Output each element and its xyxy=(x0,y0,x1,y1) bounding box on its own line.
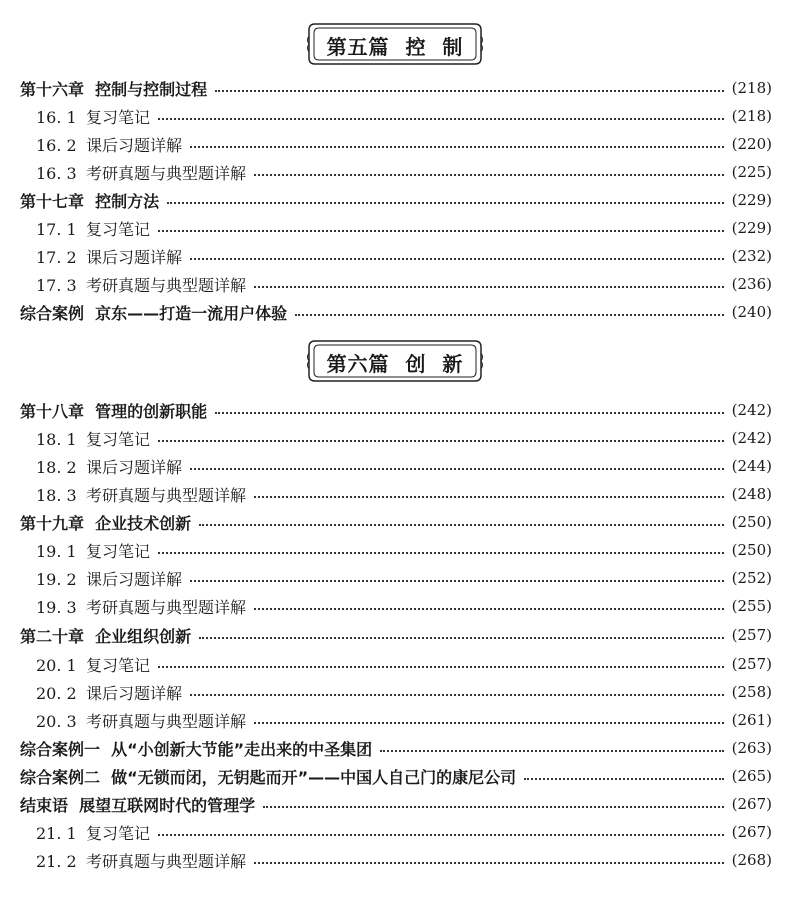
toc-chapter-row[interactable] xyxy=(20,298,772,326)
toc-section-row[interactable] xyxy=(20,564,772,592)
toc-section-row[interactable] xyxy=(20,158,772,186)
section-title: 考研真题与典型题详解 xyxy=(86,597,247,617)
page-number: (250) xyxy=(731,541,772,559)
section-number: 21. 2 xyxy=(36,851,77,871)
section-number: 19. 1 xyxy=(36,541,77,561)
dot-leader xyxy=(199,635,724,639)
page-number: (257) xyxy=(731,655,772,673)
dot-leader xyxy=(158,228,724,232)
section-number: 16. 3 xyxy=(36,163,77,183)
dot-leader xyxy=(254,860,724,864)
section-number: 20. 2 xyxy=(36,683,77,703)
section-title: 复习笔记 xyxy=(86,541,151,561)
dot-leader xyxy=(263,804,724,808)
section-number: 17. 1 xyxy=(36,219,77,239)
section-number: 18. 1 xyxy=(36,429,77,449)
section-title: 考研真题与典型题详解 xyxy=(86,851,247,871)
section-title: 复习笔记 xyxy=(86,655,151,675)
chapter-title: 综合案例一 从“小创新大节能”走出来的中圣集团 xyxy=(20,739,373,759)
toc-section-row[interactable] xyxy=(20,678,772,706)
dot-leader xyxy=(254,720,724,724)
chapter-title: 综合案例二 做“无锁而闭，无钥匙而开”——中国人自己门的康尼公司 xyxy=(20,767,517,787)
dot-leader xyxy=(190,256,724,260)
toc-section-row[interactable] xyxy=(20,270,772,298)
page-number: (225) xyxy=(731,163,772,181)
section-title: 考研真题与典型题详解 xyxy=(86,275,247,295)
toc-chapter-row[interactable] xyxy=(20,396,772,424)
dot-leader xyxy=(190,578,724,582)
chapter-title: 综合案例 京东——打造一流用户体验 xyxy=(20,303,288,323)
dot-leader xyxy=(524,776,723,780)
page-number: (268) xyxy=(731,851,772,869)
part-banner xyxy=(305,20,485,68)
chapter-title: 第十六章 控制与控制过程 xyxy=(20,79,208,99)
dot-leader xyxy=(158,116,724,120)
section-title: 复习笔记 xyxy=(86,219,151,239)
dot-leader xyxy=(199,522,724,526)
dot-leader xyxy=(254,172,724,176)
page-number: (242) xyxy=(731,401,772,419)
chapter-title: 结束语 展望互联网时代的管理学 xyxy=(20,795,256,815)
page-number: (252) xyxy=(731,569,772,587)
chapter-title: 第十七章 控制方法 xyxy=(20,191,160,211)
dot-leader xyxy=(254,284,724,288)
section-title: 课后习题详解 xyxy=(86,457,183,477)
chapter-title: 第十九章 企业技术创新 xyxy=(20,513,192,533)
page-number: (250) xyxy=(731,513,772,531)
page-number: (255) xyxy=(731,597,772,615)
toc-section-row[interactable] xyxy=(20,480,772,508)
dot-leader xyxy=(158,664,724,668)
section-number: 19. 3 xyxy=(36,597,77,617)
section-number: 17. 2 xyxy=(36,247,77,267)
page-number: (240) xyxy=(731,303,772,321)
page-number: (244) xyxy=(731,457,772,475)
dot-leader xyxy=(158,550,724,554)
toc-section-row[interactable] xyxy=(20,536,772,564)
toc-section-row[interactable] xyxy=(20,818,772,846)
section-title: 复习笔记 xyxy=(86,823,151,843)
toc-chapter-row[interactable] xyxy=(20,186,772,214)
page-number: (236) xyxy=(731,275,772,293)
page-number: (258) xyxy=(731,683,772,701)
section-title: 课后习题详解 xyxy=(86,247,183,267)
page-number: (229) xyxy=(731,191,772,209)
page-number: (265) xyxy=(731,767,772,785)
toc-section-row[interactable] xyxy=(20,424,772,452)
toc-section-row[interactable] xyxy=(20,452,772,480)
dot-leader xyxy=(254,606,724,610)
section-number: 17. 3 xyxy=(36,275,77,295)
page-number: (257) xyxy=(731,626,772,644)
chapter-title: 第十八章 管理的创新职能 xyxy=(20,401,208,421)
dot-leader xyxy=(158,832,724,836)
page-number: (242) xyxy=(731,429,772,447)
toc-section-row[interactable] xyxy=(20,846,772,874)
dot-leader xyxy=(190,466,724,470)
section-title: 考研真题与典型题详解 xyxy=(86,163,247,183)
page-number: (232) xyxy=(731,247,772,265)
dot-leader xyxy=(380,748,723,752)
page-number: (261) xyxy=(731,711,772,729)
dot-leader xyxy=(215,410,724,414)
toc-chapter-row[interactable] xyxy=(20,74,772,102)
section-number: 16. 2 xyxy=(36,135,77,155)
dot-leader xyxy=(190,692,724,696)
dot-leader xyxy=(158,438,724,442)
dot-leader xyxy=(254,494,724,498)
toc-section-row[interactable] xyxy=(20,650,772,678)
toc-section-row[interactable] xyxy=(20,592,772,620)
page-number: (220) xyxy=(731,135,772,153)
toc-section-row[interactable] xyxy=(20,130,772,158)
section-number: 20. 3 xyxy=(36,711,77,731)
section-title: 课后习题详解 xyxy=(86,135,183,155)
page-number: (267) xyxy=(731,795,772,813)
toc-chapter-row[interactable] xyxy=(20,762,772,790)
toc-section-row[interactable] xyxy=(20,214,772,242)
dot-leader xyxy=(190,144,724,148)
page-number: (267) xyxy=(731,823,772,841)
page-number: (248) xyxy=(731,485,772,503)
section-title: 复习笔记 xyxy=(86,107,151,127)
section-title: 复习笔记 xyxy=(86,429,151,449)
toc-section-row[interactable] xyxy=(20,102,772,130)
toc-section-row[interactable] xyxy=(20,706,772,734)
toc-section-row[interactable] xyxy=(20,242,772,270)
section-number: 20. 1 xyxy=(36,655,77,675)
section-title: 课后习题详解 xyxy=(86,683,183,703)
section-title: 课后习题详解 xyxy=(86,569,183,589)
page-number: (218) xyxy=(731,107,772,125)
toc-chapter-row[interactable] xyxy=(20,508,772,536)
part-banner xyxy=(305,337,485,385)
page-number: (263) xyxy=(731,739,772,757)
section-number: 21. 1 xyxy=(36,823,77,843)
page-number: (229) xyxy=(731,219,772,237)
part-title: 第五篇 控 制 xyxy=(326,35,464,59)
section-number: 16. 1 xyxy=(36,107,77,127)
section-number: 18. 3 xyxy=(36,485,77,505)
page-number: (218) xyxy=(731,79,772,97)
section-title: 考研真题与典型题详解 xyxy=(86,711,247,731)
dot-leader xyxy=(295,312,724,316)
toc-chapter-row[interactable] xyxy=(20,734,772,762)
dot-leader xyxy=(167,200,724,204)
toc-chapter-row[interactable] xyxy=(20,621,772,649)
chapter-title: 第二十章 企业组织创新 xyxy=(20,626,192,646)
part-title: 第六篇 创 新 xyxy=(326,352,464,376)
section-number: 19. 2 xyxy=(36,569,77,589)
dot-leader xyxy=(215,88,724,92)
section-number: 18. 2 xyxy=(36,457,77,477)
section-title: 考研真题与典型题详解 xyxy=(86,485,247,505)
toc-chapter-row[interactable] xyxy=(20,790,772,818)
